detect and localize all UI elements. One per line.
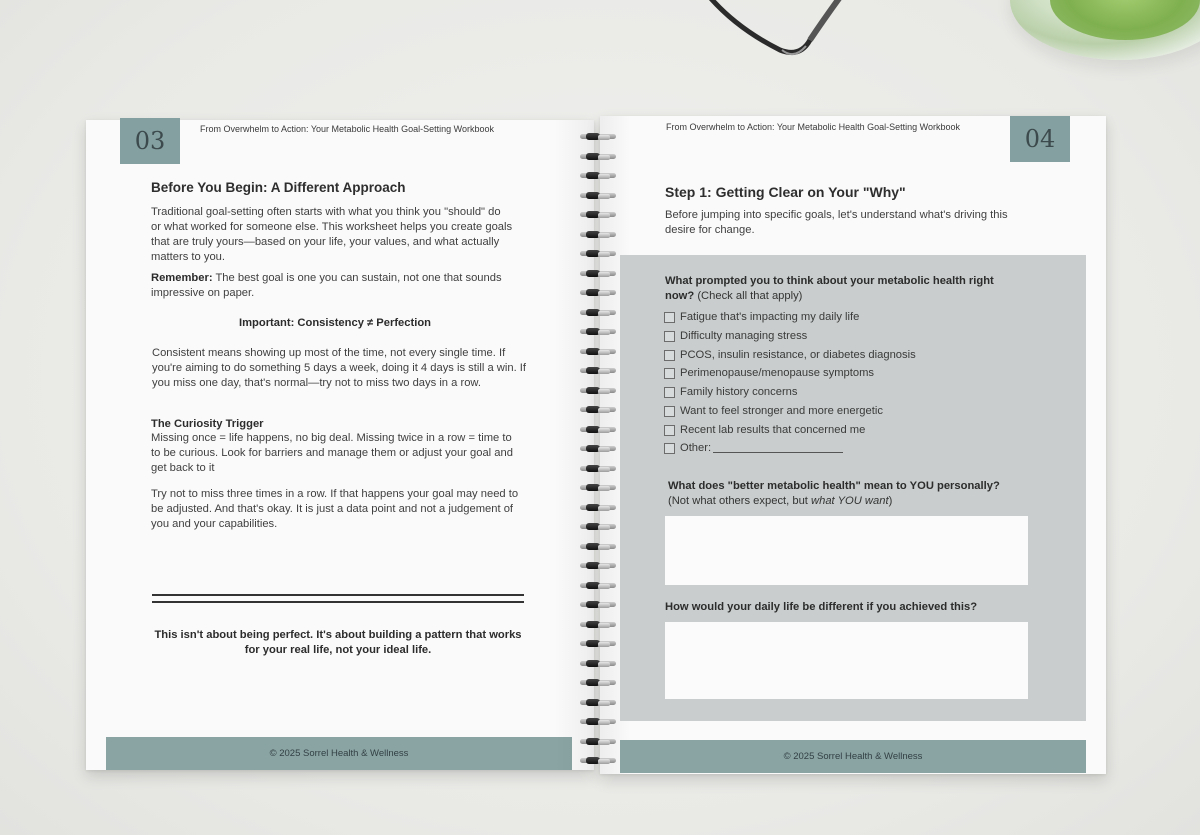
curiosity-heading: The Curiosity Trigger bbox=[151, 418, 264, 430]
checkbox[interactable] bbox=[664, 312, 675, 323]
spiral-coil bbox=[580, 524, 616, 530]
page-header: From Overwhelm to Action: Your Metabolic Health Goal-Setting Workbook bbox=[666, 122, 960, 132]
spiral-coil bbox=[580, 368, 616, 374]
spiral-coil bbox=[580, 173, 616, 179]
right-page bbox=[600, 116, 1106, 774]
consistency-paragraph: Consistent means showing up most of the time, not every single time. If you're aiming to do something 5 days a week, doing it 4 days is still a win. If you miss one day, that's normal—try not to miss two days in a row. bbox=[152, 347, 527, 389]
option-lab-results[interactable]: Recent lab results that concerned me bbox=[664, 424, 865, 436]
spiral-coil bbox=[580, 251, 616, 257]
question-2-text: What does "better metabolic health" mean to YOU personally? bbox=[668, 480, 1000, 492]
page-title: Step 1: Getting Clear on Your "Why" bbox=[665, 184, 906, 200]
page-number-badge: 03 bbox=[120, 118, 180, 164]
question-1-note: (Check all that apply) bbox=[694, 290, 803, 302]
option-pcos[interactable]: PCOS, insulin resistance, or diabetes diagnosis bbox=[664, 349, 916, 361]
spiral-coil bbox=[580, 505, 616, 511]
spiral-coil bbox=[580, 661, 616, 667]
spiral-coil bbox=[580, 349, 616, 355]
checkbox[interactable] bbox=[664, 443, 675, 454]
page-title: Before You Begin: A Different Approach bbox=[151, 180, 406, 195]
spiral-coil bbox=[580, 583, 616, 589]
closing-statement: This isn't about being perfect. It's about building a pattern that works for your real life, not your ideal life. bbox=[154, 629, 522, 656]
spiral-coil bbox=[580, 154, 616, 160]
remember-text: The best goal is one you can sustain, not one that sounds impressive on paper. bbox=[151, 272, 502, 299]
spiral-coil bbox=[580, 485, 616, 491]
option-stronger[interactable]: Want to feel stronger and more energetic bbox=[664, 405, 883, 417]
answer-box-q3[interactable] bbox=[665, 622, 1028, 699]
remember-paragraph bbox=[151, 271, 513, 301]
spiral-coil bbox=[580, 602, 616, 608]
spiral-coil bbox=[580, 466, 616, 472]
page-footer bbox=[106, 737, 572, 770]
page-header: From Overwhelm to Action: Your Metabolic Health Goal-Setting Workbook bbox=[200, 124, 494, 134]
spiral-coil bbox=[580, 193, 616, 199]
question-1-text: What prompted you to think about your metabolic health right now? bbox=[665, 275, 994, 302]
spiral-coil bbox=[580, 290, 616, 296]
spiral-coil bbox=[580, 622, 616, 628]
divider-line-bottom bbox=[152, 601, 524, 603]
question-1 bbox=[665, 274, 1025, 304]
eyeglasses-icon bbox=[660, 0, 880, 90]
spiral-coil bbox=[580, 446, 616, 452]
spiral-coil bbox=[580, 407, 616, 413]
spiral-coil bbox=[580, 719, 616, 725]
divider-line-top bbox=[152, 594, 524, 596]
checkbox[interactable] bbox=[664, 406, 675, 417]
option-family-history[interactable]: Family history concerns bbox=[664, 386, 798, 398]
spiral-coil bbox=[580, 329, 616, 335]
page-number-badge: 04 bbox=[1010, 116, 1070, 162]
three-times-paragraph: Try not to miss three times in a row. If that happens your goal may need to be adjusted. And that's okay. It is just a data point and not a judgement of you and your capabilities. bbox=[151, 488, 519, 530]
other-write-in-line[interactable] bbox=[713, 443, 843, 453]
checkbox[interactable] bbox=[664, 368, 675, 379]
option-other[interactable]: Other: bbox=[664, 442, 843, 454]
copyright-text: © 2025 Sorrel Health & Wellness bbox=[269, 748, 409, 759]
answer-box-q2[interactable] bbox=[665, 516, 1028, 585]
spiral-coil bbox=[580, 388, 616, 394]
spiral-coil bbox=[580, 700, 616, 706]
question-3 bbox=[665, 600, 1045, 615]
copyright-text: © 2025 Sorrel Health & Wellness bbox=[783, 751, 923, 762]
spiral-coil bbox=[580, 758, 616, 764]
spiral-coil bbox=[580, 232, 616, 238]
question-2 bbox=[668, 479, 1048, 509]
question-3-text: How would your daily life be different if you achieved this? bbox=[665, 601, 978, 613]
intro-paragraph: Traditional goal-setting often starts with what you think you "should" do or what worked for someone else. This worksheet helps you create goals that are truly yours—based on your life, your values, and what actually matters to you. bbox=[151, 206, 513, 263]
spiral-coil bbox=[580, 739, 616, 745]
checkbox[interactable] bbox=[664, 387, 675, 398]
option-stress[interactable]: Difficulty managing stress bbox=[664, 330, 807, 342]
option-fatigue[interactable]: Fatigue that's impacting my daily life bbox=[664, 311, 859, 323]
question-2-note-a: (Not what others expect, but bbox=[668, 495, 812, 507]
spiral-coil bbox=[580, 680, 616, 686]
spiral-binding bbox=[576, 128, 620, 768]
spiral-coil bbox=[580, 310, 616, 316]
curiosity-paragraph: Missing once = life happens, no big deal. Missing twice in a row = time to to be curious. Look for barriers and manage them or adjust your goal and get back to it bbox=[151, 432, 513, 474]
remember-label: Remember: bbox=[151, 272, 213, 284]
spiral-coil bbox=[580, 563, 616, 569]
spiral-coil bbox=[580, 212, 616, 218]
page-footer bbox=[620, 740, 1086, 773]
important-heading: Important: Consistency ≠ Perfection bbox=[238, 317, 431, 329]
spiral-coil bbox=[580, 271, 616, 277]
question-2-note-c: ) bbox=[888, 495, 893, 507]
checkbox[interactable] bbox=[664, 350, 675, 361]
spiral-coil bbox=[580, 544, 616, 550]
option-menopause[interactable]: Perimenopause/menopause symptoms bbox=[664, 367, 874, 379]
spiral-coil bbox=[580, 641, 616, 647]
spiral-coil bbox=[580, 427, 616, 433]
spiral-coil bbox=[580, 134, 616, 140]
intro-paragraph: Before jumping into specific goals, let's understand what's driving this desire for change. bbox=[665, 209, 1008, 236]
checkbox[interactable] bbox=[664, 425, 675, 436]
left-page bbox=[86, 120, 594, 770]
checkbox[interactable] bbox=[664, 331, 675, 342]
question-2-note-emphasis: what YOU want bbox=[811, 495, 889, 507]
